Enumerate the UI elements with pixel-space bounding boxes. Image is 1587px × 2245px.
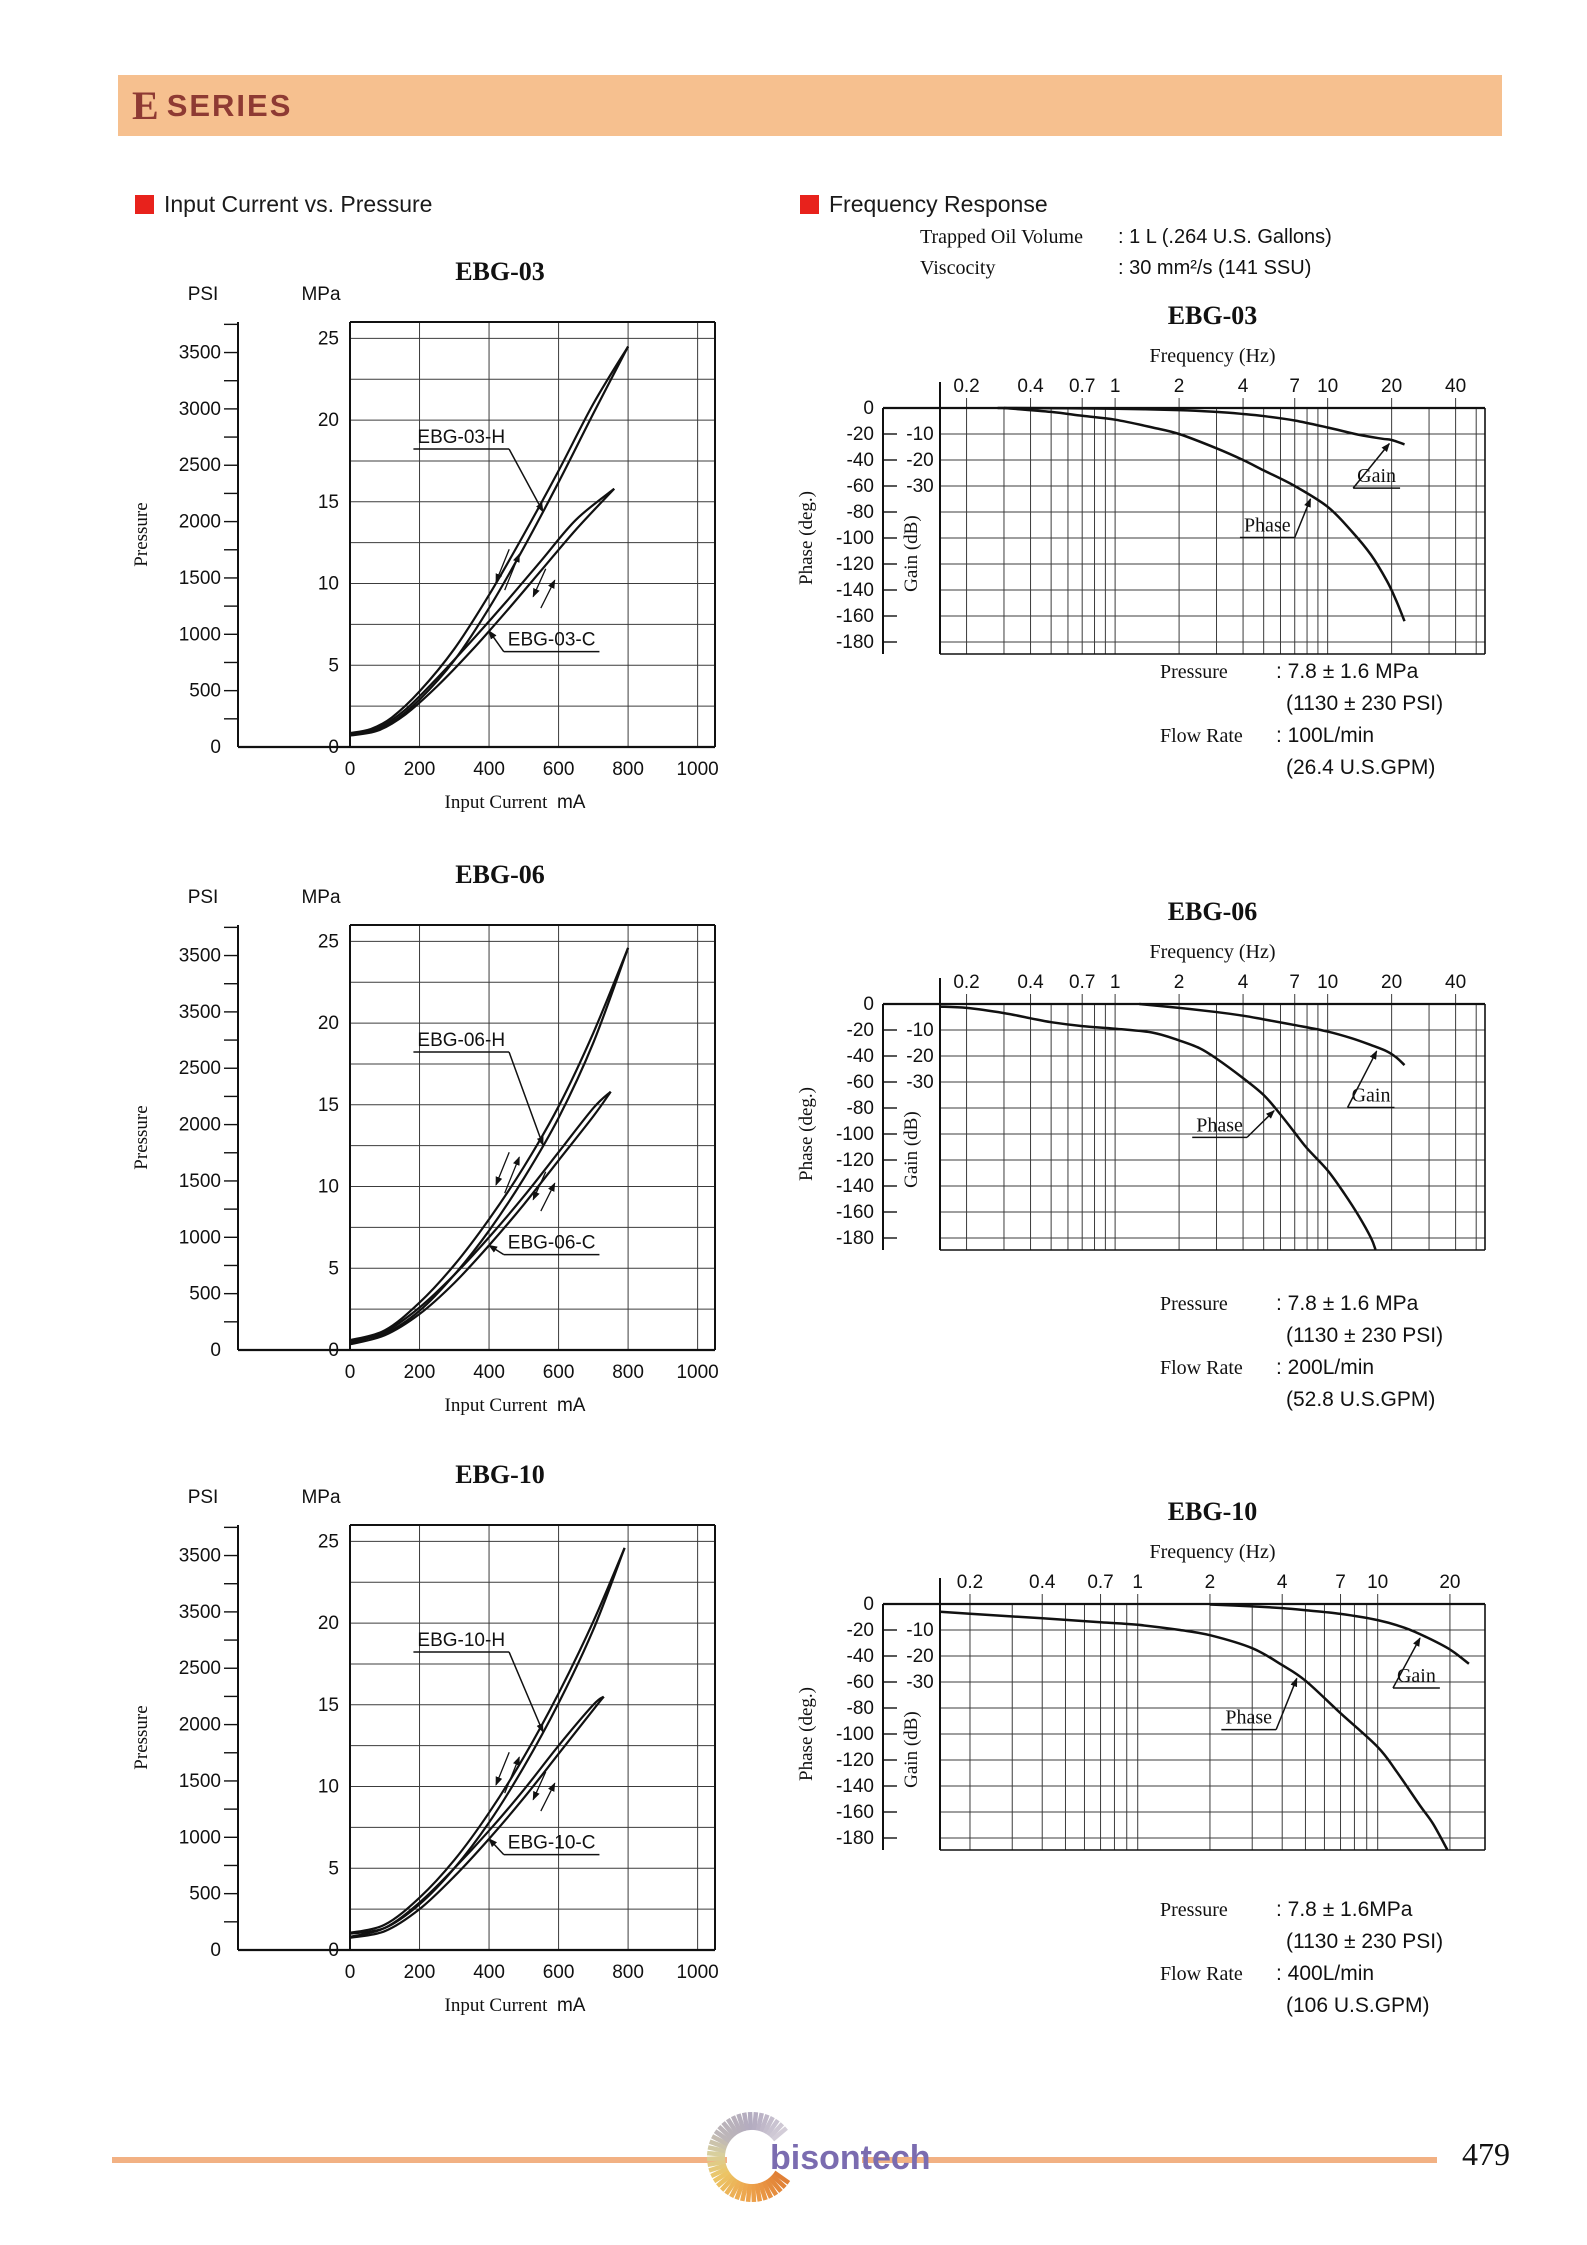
svg-text:Gain (dB): Gain (dB) [901, 1111, 922, 1188]
svg-text:0: 0 [210, 737, 221, 758]
svg-text:800: 800 [612, 1962, 644, 1983]
svg-text:0: 0 [328, 1340, 339, 1361]
svg-text:-30: -30 [906, 1672, 934, 1693]
svg-text:0: 0 [863, 994, 874, 1015]
condition-label: Pressure [1160, 661, 1228, 683]
svg-text:-20: -20 [906, 1646, 934, 1667]
condition-value: : 100L/min [1276, 724, 1375, 747]
condition-label: Flow Rate [1160, 725, 1243, 747]
svg-text:10: 10 [317, 1776, 339, 1798]
condition-row [1160, 1994, 1443, 2026]
svg-text:20: 20 [1439, 1572, 1461, 1593]
svg-text:1000: 1000 [676, 1962, 719, 1983]
svg-text:Phase (deg.): Phase (deg.) [796, 491, 817, 585]
bisontech-logo [690, 2095, 950, 2230]
svg-text:2000: 2000 [178, 511, 221, 533]
svg-text:0.2: 0.2 [956, 1572, 984, 1593]
ebg-06-conditions [1160, 1292, 1443, 1420]
svg-text:-20: -20 [846, 424, 874, 445]
svg-text:Pressure: Pressure [131, 1705, 152, 1770]
svg-text:Phase (deg.): Phase (deg.) [796, 1087, 817, 1181]
svg-text:400: 400 [473, 759, 505, 780]
svg-text:2500: 2500 [178, 1058, 221, 1080]
svg-text:bisontech: bisontech [770, 2139, 931, 2177]
condition-label: Pressure [1160, 1899, 1228, 1921]
svg-text:200: 200 [403, 759, 436, 780]
svg-text:10: 10 [1317, 972, 1339, 993]
section-title: Input Current vs. Pressure [164, 190, 433, 217]
section-input-current-vs-pressure [135, 190, 432, 218]
svg-text:200: 200 [403, 1362, 436, 1383]
section-frequency-response [800, 190, 1048, 218]
svg-text:3500: 3500 [178, 1601, 221, 1623]
svg-text:25: 25 [317, 931, 339, 953]
svg-text:-30: -30 [906, 476, 934, 497]
condition-row [1160, 1388, 1443, 1420]
svg-text:EBG-10-C: EBG-10-C [507, 1832, 596, 1854]
svg-text:0.4: 0.4 [1017, 972, 1044, 993]
red-square-icon [800, 195, 819, 214]
svg-text:Gain (dB): Gain (dB) [901, 1711, 922, 1788]
svg-text:5: 5 [328, 1858, 339, 1880]
svg-text:25: 25 [317, 328, 339, 350]
svg-text:-160: -160 [835, 1202, 874, 1223]
svg-text:7: 7 [1289, 972, 1301, 993]
svg-text:MPa: MPa [301, 284, 341, 305]
svg-text:15: 15 [317, 491, 339, 513]
svg-text:-20: -20 [846, 1620, 874, 1641]
svg-text:2500: 2500 [178, 455, 221, 477]
ebg-10-conditions [1160, 1898, 1443, 2026]
svg-text:5: 5 [328, 655, 339, 677]
condition-label: Trapped Oil Volume [920, 226, 1083, 248]
condition-value: : 7.8 ± 1.6MPa [1276, 1898, 1413, 1921]
svg-text:-180: -180 [835, 1228, 874, 1249]
condition-row [1160, 660, 1443, 692]
condition-value: : 200L/min [1276, 1356, 1375, 1379]
svg-text:-20: -20 [846, 1020, 874, 1041]
svg-text:EBG-10: EBG-10 [1167, 1497, 1258, 1526]
svg-text:EBG-06-H: EBG-06-H [417, 1029, 506, 1051]
svg-text:-10: -10 [906, 424, 934, 445]
svg-text:-160: -160 [835, 606, 874, 627]
svg-text:0.7: 0.7 [1068, 972, 1096, 993]
condition-row [1160, 1292, 1443, 1324]
test-conditions [920, 226, 1332, 288]
svg-text:-10: -10 [906, 1620, 934, 1641]
svg-text:3000: 3000 [178, 398, 221, 420]
svg-text:40: 40 [1445, 376, 1467, 397]
svg-text:0.2: 0.2 [953, 972, 980, 993]
condition-value: : 30 mm²/s (141 SSU) [1118, 257, 1312, 279]
svg-text:10: 10 [317, 573, 339, 595]
svg-text:Phase: Phase [1243, 514, 1291, 537]
series-header-bar [118, 75, 1502, 136]
svg-text:4: 4 [1276, 1572, 1288, 1593]
svg-text:1: 1 [1109, 972, 1121, 993]
condition-row [1160, 1898, 1443, 1930]
svg-text:1000: 1000 [676, 1362, 719, 1383]
svg-text:-140: -140 [835, 1176, 874, 1197]
svg-text:-20: -20 [906, 1046, 934, 1067]
condition-label: Flow Rate [1160, 1357, 1243, 1379]
svg-text:0.7: 0.7 [1087, 1572, 1114, 1593]
svg-text:7: 7 [1289, 376, 1301, 397]
svg-text:MPa: MPa [301, 1487, 341, 1508]
ebg-03-frequency-response-chart [790, 296, 1510, 696]
svg-text:2: 2 [1204, 1572, 1216, 1593]
svg-text:10: 10 [1317, 376, 1339, 397]
svg-text:-60: -60 [846, 1672, 874, 1693]
svg-text:0: 0 [328, 1940, 339, 1961]
svg-text:2: 2 [1173, 972, 1185, 993]
svg-text:1000: 1000 [178, 1827, 221, 1849]
svg-text:500: 500 [189, 1283, 221, 1305]
svg-text:20: 20 [317, 410, 339, 432]
svg-text:500: 500 [189, 680, 221, 702]
svg-text:Gain: Gain [1351, 1084, 1391, 1107]
ebg-03-conditions [1160, 660, 1443, 788]
ebg-10-frequency-response-chart [790, 1492, 1510, 1892]
svg-text:MPa: MPa [301, 887, 341, 908]
condition-value: : 400L/min [1276, 1962, 1375, 1985]
svg-text:-20: -20 [906, 450, 934, 471]
svg-text:25: 25 [317, 1531, 339, 1553]
svg-text:Gain (dB): Gain (dB) [901, 515, 922, 592]
svg-text:15: 15 [317, 1094, 339, 1116]
condition-row [1160, 756, 1443, 788]
condition-value: : 7.8 ± 1.6 MPa [1276, 1292, 1419, 1315]
footer-rule-left [112, 2157, 727, 2163]
svg-text:1500: 1500 [178, 1170, 221, 1192]
svg-text:0: 0 [863, 1594, 874, 1615]
svg-text:-80: -80 [846, 1098, 874, 1119]
svg-text:20: 20 [317, 1613, 339, 1635]
svg-text:EBG-06: EBG-06 [455, 860, 545, 889]
condition-row [1160, 1324, 1443, 1356]
svg-text:EBG-03: EBG-03 [455, 257, 545, 286]
svg-text:-140: -140 [835, 580, 874, 601]
condition-row [1160, 1356, 1443, 1388]
svg-text:EBG-03: EBG-03 [1167, 301, 1258, 330]
svg-text:0: 0 [344, 759, 356, 780]
svg-text:Input Current mA: Input Current mA [444, 1995, 586, 2016]
svg-text:-180: -180 [835, 1828, 874, 1849]
svg-text:0: 0 [210, 1340, 221, 1361]
svg-text:-40: -40 [846, 1046, 874, 1067]
svg-text:0.4: 0.4 [1017, 376, 1044, 397]
svg-text:20: 20 [1381, 376, 1403, 397]
condition-row [1160, 724, 1443, 756]
svg-text:-100: -100 [835, 528, 874, 549]
svg-text:600: 600 [542, 759, 575, 780]
condition-value: (106 U.S.GPM) [1286, 1994, 1430, 2017]
svg-text:3500: 3500 [178, 945, 221, 967]
svg-text:400: 400 [473, 1962, 505, 1983]
svg-text:Phase: Phase [1225, 1706, 1273, 1729]
svg-text:3500: 3500 [178, 342, 221, 364]
condition-value: (1130 ± 230 PSI) [1286, 692, 1444, 715]
svg-text:-180: -180 [835, 632, 874, 653]
svg-text:Frequency (Hz): Frequency (Hz) [1149, 941, 1276, 963]
svg-text:Phase (deg.): Phase (deg.) [796, 1687, 817, 1781]
svg-text:200: 200 [403, 1962, 436, 1983]
svg-text:5: 5 [328, 1258, 339, 1280]
condition-row [920, 257, 1332, 288]
svg-text:PSI: PSI [187, 1487, 219, 1508]
ebg-06-pressure-chart [115, 855, 745, 1435]
svg-text:1000: 1000 [178, 624, 221, 646]
svg-text:-100: -100 [835, 1724, 874, 1745]
svg-text:EBG-03-C: EBG-03-C [507, 629, 596, 651]
condition-row [1160, 692, 1443, 724]
svg-text:2000: 2000 [178, 1114, 221, 1136]
condition-value: : 1 L (.264 U.S. Gallons) [1118, 226, 1332, 248]
svg-text:PSI: PSI [187, 284, 219, 305]
svg-text:Input Current mA: Input Current mA [444, 792, 586, 813]
svg-text:Input Current mA: Input Current mA [444, 1395, 586, 1416]
svg-text:-120: -120 [835, 1150, 874, 1171]
svg-text:-30: -30 [906, 1072, 934, 1093]
svg-text:-80: -80 [846, 1698, 874, 1719]
svg-text:PSI: PSI [187, 887, 219, 908]
condition-label: Viscocity [920, 257, 996, 279]
svg-text:20: 20 [1381, 972, 1403, 993]
svg-text:EBG-10: EBG-10 [455, 1460, 545, 1489]
condition-label: Pressure [1160, 1293, 1228, 1315]
svg-text:Frequency (Hz): Frequency (Hz) [1149, 345, 1276, 367]
svg-text:500: 500 [189, 1883, 221, 1905]
series-title: SERIES [166, 88, 293, 123]
svg-text:0: 0 [210, 1940, 221, 1961]
ebg-03-pressure-chart [115, 252, 745, 832]
svg-text:-40: -40 [846, 450, 874, 471]
svg-text:EBG-06-C: EBG-06-C [507, 1232, 596, 1254]
svg-text:3500: 3500 [178, 1001, 221, 1023]
svg-text:1: 1 [1109, 376, 1121, 397]
ebg-06-frequency-response-chart [790, 892, 1510, 1292]
svg-text:EBG-03-H: EBG-03-H [417, 426, 506, 448]
red-square-icon [135, 195, 154, 214]
svg-text:0.7: 0.7 [1068, 376, 1096, 397]
condition-row [1160, 1930, 1443, 1962]
svg-text:Phase: Phase [1196, 1114, 1243, 1137]
condition-value: (1130 ± 230 PSI) [1286, 1324, 1444, 1347]
svg-text:400: 400 [473, 1362, 505, 1383]
svg-text:-60: -60 [846, 1072, 874, 1093]
condition-row [920, 226, 1332, 257]
svg-text:-10: -10 [906, 1020, 934, 1041]
svg-text:15: 15 [317, 1694, 339, 1716]
svg-text:EBG-06: EBG-06 [1167, 897, 1258, 926]
svg-text:1000: 1000 [178, 1227, 221, 1249]
svg-text:2500: 2500 [178, 1658, 221, 1680]
svg-text:800: 800 [612, 1362, 644, 1383]
condition-value: (52.8 U.S.GPM) [1286, 1388, 1436, 1411]
svg-text:1500: 1500 [178, 1770, 221, 1792]
svg-text:20: 20 [317, 1013, 339, 1035]
svg-text:3500: 3500 [178, 1545, 221, 1567]
svg-text:-80: -80 [846, 502, 874, 523]
svg-text:-160: -160 [835, 1802, 874, 1823]
svg-text:-120: -120 [835, 1750, 874, 1771]
svg-text:0: 0 [344, 1962, 356, 1983]
svg-text:-120: -120 [835, 554, 874, 575]
svg-text:0.2: 0.2 [953, 376, 980, 397]
svg-text:0: 0 [328, 737, 339, 758]
svg-text:7: 7 [1335, 1572, 1346, 1593]
svg-text:1000: 1000 [676, 759, 719, 780]
svg-text:40: 40 [1445, 972, 1467, 993]
svg-text:0: 0 [863, 398, 874, 419]
svg-text:2: 2 [1173, 376, 1185, 397]
svg-text:Pressure: Pressure [131, 1105, 152, 1170]
svg-text:Frequency (Hz): Frequency (Hz) [1149, 1541, 1276, 1563]
svg-text:Gain: Gain [1357, 465, 1397, 488]
svg-text:800: 800 [612, 759, 644, 780]
svg-text:600: 600 [542, 1962, 575, 1983]
condition-value: : 7.8 ± 1.6 MPa [1276, 660, 1419, 683]
svg-text:Gain: Gain [1396, 1665, 1436, 1687]
svg-text:4: 4 [1237, 972, 1249, 993]
svg-text:10: 10 [317, 1176, 339, 1198]
condition-value: (26.4 U.S.GPM) [1286, 756, 1436, 779]
page-number: 479 [1462, 2136, 1510, 2172]
series-letter: E [132, 82, 159, 128]
condition-label: Flow Rate [1160, 1963, 1243, 1985]
svg-text:-140: -140 [835, 1776, 874, 1797]
svg-text:0.4: 0.4 [1029, 1572, 1056, 1593]
svg-text:-60: -60 [846, 476, 874, 497]
svg-text:1: 1 [1132, 1572, 1144, 1593]
svg-text:600: 600 [542, 1362, 575, 1383]
svg-text:-100: -100 [835, 1124, 874, 1145]
svg-text:EBG-10-H: EBG-10-H [417, 1629, 506, 1651]
svg-text:-40: -40 [846, 1646, 874, 1667]
condition-value: (1130 ± 230 PSI) [1286, 1930, 1444, 1953]
svg-text:1500: 1500 [178, 567, 221, 589]
svg-text:2000: 2000 [178, 1714, 221, 1736]
section-title: Frequency Response [829, 190, 1048, 217]
condition-row [1160, 1962, 1443, 1994]
ebg-10-pressure-chart [115, 1455, 745, 2035]
svg-text:4: 4 [1237, 376, 1249, 397]
svg-text:10: 10 [1367, 1572, 1389, 1593]
svg-text:Pressure: Pressure [131, 502, 152, 567]
svg-text:0: 0 [344, 1362, 356, 1383]
